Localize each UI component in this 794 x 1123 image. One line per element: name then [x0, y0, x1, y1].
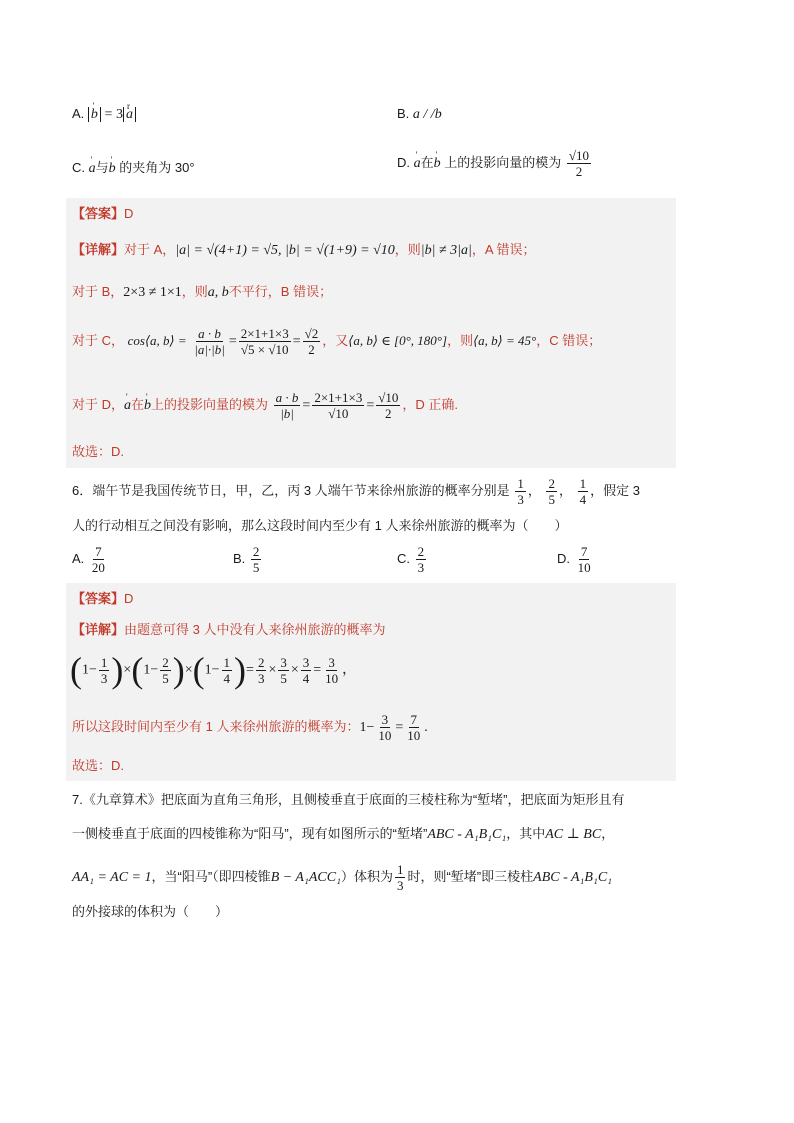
q5-detail-3-eq: = [228, 333, 237, 349]
q5-option-d-on: 在 [420, 154, 434, 170]
q5-detail-4-eq: = [302, 397, 311, 413]
q6-option-c [397, 544, 428, 575]
q7-line-2-where: ，其中 [506, 826, 546, 841]
q6-option-a-label: A. [72, 550, 85, 566]
q5-option-c-vec-b: ' b [109, 159, 116, 179]
q5-detail-2-then: ，则 [181, 284, 208, 299]
q5-detail-2-suffix: 不平行，B 错误； [228, 284, 333, 299]
q6-eq-rt-1: × [268, 662, 277, 678]
q7-line-3 [72, 862, 612, 893]
q7-line-3-text-c: 时，则“堑堵”即三棱柱 [407, 868, 534, 884]
q6-prob-yi: $\frac{2}{5}$ [548, 476, 555, 507]
q6-stem-line-1 [72, 476, 640, 507]
q5-option-a-mid: = 3 [104, 107, 123, 122]
q5-detail-4-frac-1: $\frac{a \cdot b}{|b|}$ [275, 390, 299, 421]
q6-eq-one-3: 1− [204, 662, 220, 678]
q6-detail-equation: (1− $\frac{1}{3}$ )×(1− $\frac{2}{5}$ )×(1− $\frac{1}{4}$ )= $\frac{2}{3}$ × $\frac{3}{5}$ × $\frac{3}{4}$ = $\frac{3}{10}$ ， [70, 650, 357, 690]
q5-option-d-fraction: $\frac{√10}{2}$ [568, 148, 590, 179]
q5-option-d-vec-b: ' b [434, 154, 441, 174]
q5-option-a-label: A. [72, 106, 85, 121]
q6-stem-line-2: 人的行动相互之间没有影响，那么这段时间内至少有 1 人来徐州旅游的概率为（ ） [72, 518, 568, 533]
q6-option-b-frac: $\frac{2}{5}$ [252, 544, 260, 575]
q6-eq-one-1: 1− [82, 662, 97, 678]
q5-detail-4-eq2: = [366, 397, 375, 413]
q5-detail-4-vec-a: ' a [124, 396, 131, 416]
q6-eq-rt-2: × [290, 662, 299, 678]
q7-line-2-prism: ABC - A₁B₁C₁ [427, 827, 507, 842]
q6-eq-r1: $\frac{2}{3}$ [257, 654, 265, 686]
q7-line-1: 7.《九章算术》把底面为直角三角形，且侧棱垂直于底面的三棱柱称为“堑堵”，把底面为矩形且有 [72, 792, 625, 807]
q5-detail-line-1 [72, 240, 535, 261]
q5-option-c-with: 与 [95, 160, 109, 175]
q5-conclusion: 故选：D. [72, 444, 125, 459]
q5-detail-2-formula: 2×3 ≠ 1×1 [123, 285, 182, 300]
q5-option-d-text: 上的投影向量的模为 [444, 154, 562, 170]
q7-line-3-frac: $\frac{1}{3}$ [396, 862, 404, 893]
q5-detail-3-frac-2: $\frac{2\times 1+1\times 3}{√5 \times √10}$ [240, 326, 289, 357]
q6-detail-so [72, 712, 428, 743]
q6-eq-comma: ， [342, 662, 357, 678]
q7-line-2-text: 一侧棱垂直于底面的四棱锥称为“阳马”，现有如图所示的“堑堵” [72, 826, 428, 841]
q5-detail-4-prefix: 对于 D， [72, 396, 125, 412]
q6-stem-suffix: ，假定 3 [590, 482, 640, 498]
q5-detail-3-then: ，则 [447, 332, 474, 348]
q6-conclusion: 故选：D. [72, 758, 125, 773]
q6-option-b-label: B. [233, 550, 246, 566]
q6-detail-text: 由题意可得 3 人中没有人来徐州旅游的概率为 [124, 622, 386, 637]
q5-detail-1-suffix: ，A 错误； [471, 242, 536, 257]
q6-eq-eq: = [246, 662, 254, 678]
q6-sep-2: ， [558, 482, 572, 498]
q6-detail-line-1 [72, 620, 385, 640]
q5-detail-3-again: ，又 [322, 332, 349, 348]
q6-stem-text: 6．端午节是我国传统节日，甲，乙，丙 3 人端午节来徐州旅游的概率分别是 [72, 482, 510, 498]
q6-option-d-label: D. [557, 550, 570, 566]
q5-detail-4-text: 上的投影向量的模为 [151, 396, 269, 412]
q6-eq-frac-1: $\frac{1}{3}$ [100, 654, 108, 686]
q5-detail-line-4 [72, 390, 458, 421]
q5-option-b [397, 104, 442, 125]
q5-option-c-vec-a: ' a [89, 159, 96, 179]
q5-option-d [397, 148, 593, 179]
q5-answer-line [72, 204, 133, 224]
q6-eq-r3: $\frac{3}{4}$ [302, 654, 310, 686]
q7-line-2-perp: AC ⊥ BC [545, 827, 602, 842]
q6-prob-bing: $\frac{1}{4}$ [579, 476, 587, 507]
q5-detail-3-result: ⟨a, b⟩ = 45° [473, 332, 537, 348]
q5-option-b-label: B. [397, 106, 410, 121]
q7-line-3-pyramid: B − A₁ACC₁ [270, 869, 341, 885]
q6-so-dot: . [424, 719, 428, 735]
q5-answer-value: D [124, 206, 134, 221]
q6-detail-tag: 【详解】 [72, 622, 125, 637]
q6-eq-r2: $\frac{3}{5}$ [280, 654, 287, 686]
q6-option-d [557, 544, 595, 575]
q5-detail-1-formula: |a| = √(4+1) = √5, |b| = √(1+9) = √10 [175, 243, 395, 258]
q5-answer-tag: 【答案】 [72, 206, 125, 221]
q6-option-a [72, 544, 109, 575]
q5-detail-4-frac-2: $\frac{2\times 1+1\times 3}{√10}$ [314, 390, 363, 421]
q5-detail-4-on: 在 [131, 396, 145, 412]
q5-detail-4-frac-3: $\frac{√10}{2}$ [378, 390, 399, 421]
q6-answer-tag: 【答案】 [72, 591, 125, 606]
q6-so-one: 1− [359, 719, 375, 735]
q6-option-a-frac: $\frac{7}{20}$ [91, 544, 105, 575]
q7-line-2 [72, 824, 614, 845]
q6-sep-1: ， [527, 482, 541, 498]
q5-detail-1-result: |b| ≠ 3|a| [420, 243, 472, 258]
q5-detail-3-frac-3: $\frac{√2}{2}$ [304, 326, 319, 357]
q7-line-3-cond: AA₁ = AC = 1 [72, 869, 152, 885]
q7-line-3-text-b: ）体积为 [340, 868, 393, 884]
q6-option-d-frac: $\frac{7}{10}$ [577, 544, 591, 575]
q5-detail-3-suffix: ，C 错误； [536, 332, 602, 348]
q6-eq-req: = [313, 662, 322, 678]
q6-answer-value: D [124, 591, 134, 606]
q5-detail-3-frac-1: $\frac{a \cdot b}{|a|\cdot|b|}$ [194, 326, 225, 357]
q5-detail-line-3 [72, 326, 601, 357]
q5-detail-3-range: ⟨a, b⟩ ∈ [0°, 180°] [348, 332, 448, 348]
q6-so-frac-1: $\frac{3}{10}$ [378, 712, 392, 743]
q7-line-3-prism: ABC - A₁B₁C₁ [533, 869, 613, 885]
q6-eq-times-1: × [123, 662, 132, 678]
q6-prob-jia: $\frac{1}{3}$ [517, 476, 524, 507]
q5-detail-line-2 [72, 282, 332, 303]
q5-detail-3-eq2: = [292, 333, 301, 349]
q7-line-2-comma: ， [601, 826, 615, 841]
q5-detail-1-prefix: 对于 A， [124, 242, 176, 257]
q6-so-eq: = [395, 719, 404, 735]
q7-line-4: 的外接球的体积为（ ） [72, 904, 229, 919]
q6-eq-frac-2: $\frac{2}{5}$ [162, 654, 169, 686]
q5-option-a-left: ' b [88, 107, 101, 122]
q5-detail-2-prefix: 对于 B， [72, 284, 124, 299]
q6-eq-r4: $\frac{3}{10}$ [325, 654, 339, 686]
q5-detail-2-vectors: a, b [207, 285, 229, 300]
q6-eq-frac-3: $\frac{1}{4}$ [223, 654, 231, 686]
q5-detail-4-suffix: ，D 正确. [402, 396, 458, 412]
q6-option-c-label: C. [397, 550, 410, 566]
q5-option-b-expr: a / /b [412, 107, 442, 122]
q7-line-3-text-a: ，当“阳马”（即四棱锥 [151, 868, 271, 884]
q5-detail-3-cos: cos⟨a, b⟩ = [127, 332, 187, 348]
q6-eq-one-2: 1− [143, 662, 159, 678]
q5-option-a [72, 104, 136, 125]
q5-option-c [72, 158, 195, 179]
q5-option-d-vec-a: ' a [414, 154, 421, 174]
q6-so-text: 所以这段时间内至少有 1 人来徐州旅游的概率为： [72, 718, 360, 734]
q5-detail-1-then: ，则 [394, 242, 421, 257]
q5-option-c-text: 的夹角为 30° [119, 160, 195, 175]
q5-option-c-label: C. [72, 160, 85, 175]
q6-answer-line [72, 589, 133, 609]
q6-so-frac-2: $\frac{7}{10}$ [407, 712, 421, 743]
q6-option-b [233, 544, 263, 575]
q6-eq-times-2: × [184, 662, 193, 678]
q5-option-d-label: D. [397, 154, 410, 170]
q5-detail-tag: 【详解】 [72, 242, 125, 257]
q5-detail-3-prefix: 对于 C， [72, 332, 125, 348]
q5-detail-4-vec-b: ' b [144, 396, 151, 416]
q5-option-a-right: r a [123, 107, 136, 122]
q6-option-c-frac: $\frac{2}{3}$ [417, 544, 425, 575]
